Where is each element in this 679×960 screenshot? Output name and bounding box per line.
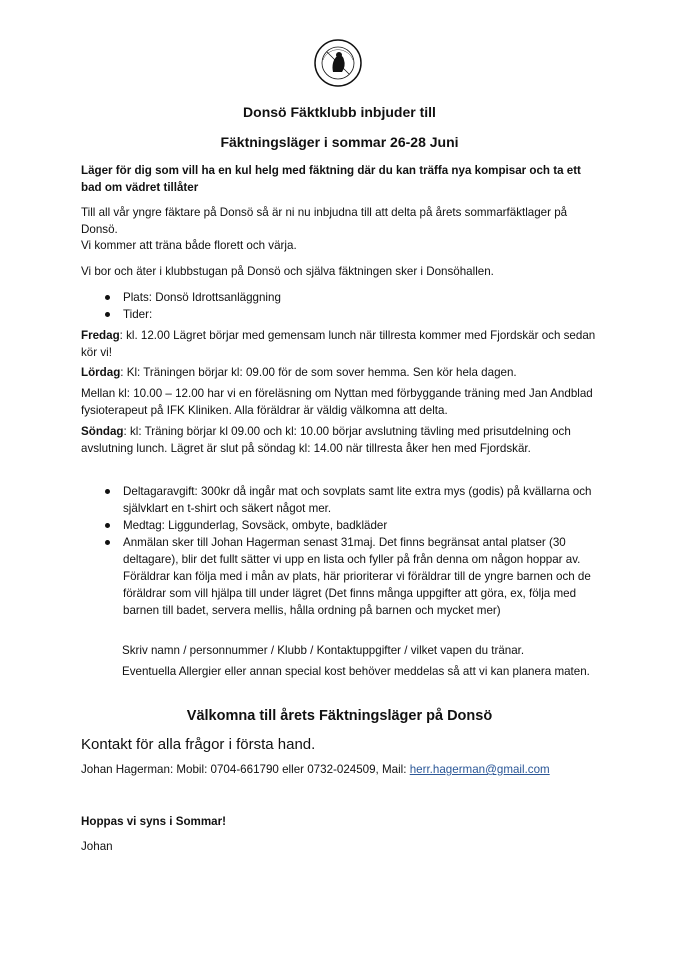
header-line-1: Donsö Fäktklubb inbjuder till bbox=[243, 104, 436, 120]
details-bullet-list bbox=[81, 483, 601, 619]
contact-heading: Kontakt för alla frågor i första hand. bbox=[81, 736, 316, 753]
header-line-2: Fäktningsläger i sommar 26-28 Juni bbox=[220, 134, 459, 150]
invitation-paragraph: Till all vår yngre fäktare på Donsö så är ni nu inbjudna till att delta på årets sommarfäktlager på Donsö. bbox=[81, 206, 568, 236]
allergy-note: Eventuella Allergier eller annan special kost behöver meddelas så att vi kan planera maten. bbox=[122, 665, 590, 678]
bullet-icon bbox=[105, 312, 110, 317]
bullet-icon bbox=[105, 540, 110, 545]
schedule-lecture: Mellan kl: 10.00 – 12.00 har vi en föreläsning om Nyttan med förbyggande träning med Jan Andblad fysioterapeut på IFK Kliniken. Alla föräldrar är väldig välkomna att delta. bbox=[81, 387, 593, 417]
schedule-sunday: Söndag: kl: Träning börjar kl 09.00 och kl: 10.00 börjar avslutning tävling med prisutdelning och avslutning lunch. Lägret är slut på söndag kl: 14.00 när tillresta åker hen med Fjordskär. bbox=[81, 425, 571, 455]
info-bullet-list bbox=[81, 289, 601, 323]
list-item: Medtag: Liggunderlag, Sovsäck, ombyte, badkläder bbox=[81, 517, 601, 534]
list-item: Plats: Donsö Idrottsanläggning bbox=[81, 289, 601, 306]
welcome-heading: Välkomna till årets Fäktningsläger på Donsö bbox=[186, 708, 493, 724]
registration-instructions: Skriv namn / personnummer / Klubb / Kontaktuppgifter / vilket vapen du tränar. bbox=[122, 644, 525, 657]
list-item: Deltagaravgift: 300kr då ingår mat och sovplats samt lite extra mys (godis) på kvällarna och självklart en t-shirt och säkert något mer. bbox=[81, 483, 601, 517]
schedule-friday: Fredag: kl. 12.00 Lägret börjar med gemensam lunch när tillresta kommer med Fjordskär och sedan kör vi! bbox=[81, 329, 596, 359]
bullet-icon bbox=[105, 523, 110, 528]
accommodation-paragraph: Vi bor och äter i klubbstugan på Donsö och själva fäktningen sker i Donsöhallen. bbox=[81, 265, 494, 278]
club-logo-icon bbox=[313, 38, 363, 88]
closing-text: Hoppas vi syns i Sommar! bbox=[81, 815, 226, 828]
schedule-saturday: Lördag: Kl: Träningen börjar kl: 09.00 för de som sover hemma. Sen kör hela dagen. bbox=[81, 366, 517, 379]
list-item: Tider: bbox=[81, 306, 601, 323]
bullet-icon bbox=[105, 489, 110, 494]
intro-text: Läger för dig som vill ha en kul helg med fäktning där du kan träffa nya kompisar och ta ett bad om vädret tillåter bbox=[81, 164, 581, 194]
weapons-paragraph: Vi kommer att träna både florett och värja. bbox=[81, 239, 297, 252]
signature: Johan bbox=[81, 840, 113, 853]
list-item: Anmälan sker till Johan Hagerman senast 31maj. Det finns begränsat antal platser (30 deltagare), blir det fullt sätter vi upp en lista och fyller på från denna om någon hoppar av. Föräldrar kan följa med i mån av plats, här prioriterar vi föräldrar till de yngre barnen och de föräldrar som vill hjälpa till under lägret (Det finns många uppgifter att göra, ex, följa med barnen till badet, servera mellis, hålla ordning på barnen och mycket mer) bbox=[81, 534, 601, 619]
email-link[interactable]: herr.hagerman@gmail.com bbox=[409, 763, 550, 776]
bullet-icon bbox=[105, 295, 110, 300]
contact-line: Johan Hagerman: Mobil: 0704-661790 eller 0732-024509, Mail: herr.hagerman@gmail.com bbox=[81, 763, 550, 776]
